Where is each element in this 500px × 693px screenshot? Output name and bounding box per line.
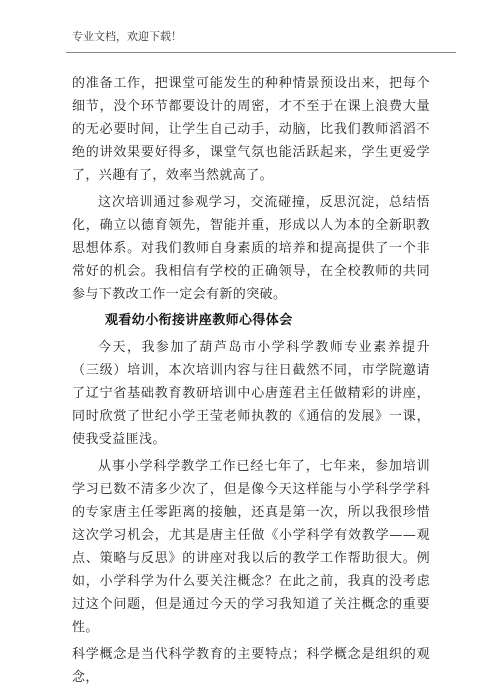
header-divider xyxy=(66,52,456,53)
paragraph-today: 今天，我参加了葫芦岛市小学科学教师专业素养提升（三级）培训，本次培训内容与往日截然不同，市学院邀请了辽宁省基础教育教研培训中心唐莲君主任做精彩的讲座，同时欣赏了世纪小学王莹老师执教的《通信的发展》一课，使我受益匪浅。 xyxy=(72,340,430,447)
paragraph-continuation: 的准备工作，把课堂可能发生的种种情景预设出来，把每个细节，没个环节都要设计的周密，才不至于在课上浪费大量的无必要时间，让学生自己动手，动脑，比我们教师滔滔不绝的讲效果要好得多，课堂气氛也能活跃起来，学生更爱学了，兴趣有了，效率当然就高了。 xyxy=(72,76,430,183)
paragraph-training-summary: 这次培训通过参观学习，交流碰撞，反思沉淀，总结悟化，确立以德育领先，智能并重，形成以人为本的全新职教思想体系。对我们教师自身素质的培养和提高提供了一个非常好的机会。我相信有学校的正确领导，在全校教师的共同参与下教改工作一定会有新的突破。 xyxy=(72,195,430,302)
section-heading: 观看幼小衔接讲座教师心得体会 xyxy=(105,313,293,328)
paragraph-science-concepts: 科学概念是当代科学教育的主要特点；科学概念是组织的观念， xyxy=(72,647,430,685)
paragraph-experience: 从事小学科学教学工作已经七年了，七年来，参加培训学习已数不清多少次了，但是像今天这样能与小学科学学科的专家唐主任零距离的接触，还真是第一次，所以我很珍惜这次学习机会，尤其是唐主任做《小学科学有效教学——观点、策略与反思》的讲座对我以后的教学工作帮助很大。例如，小学科学为什么要关注概念？在此之前，我真的没考虑过这个问题，但是通过今天的学习我知道了关注概念的重要性。 xyxy=(72,459,430,635)
document-body xyxy=(72,72,430,693)
page-header: 专业文档，欢迎下载！ xyxy=(72,30,182,43)
